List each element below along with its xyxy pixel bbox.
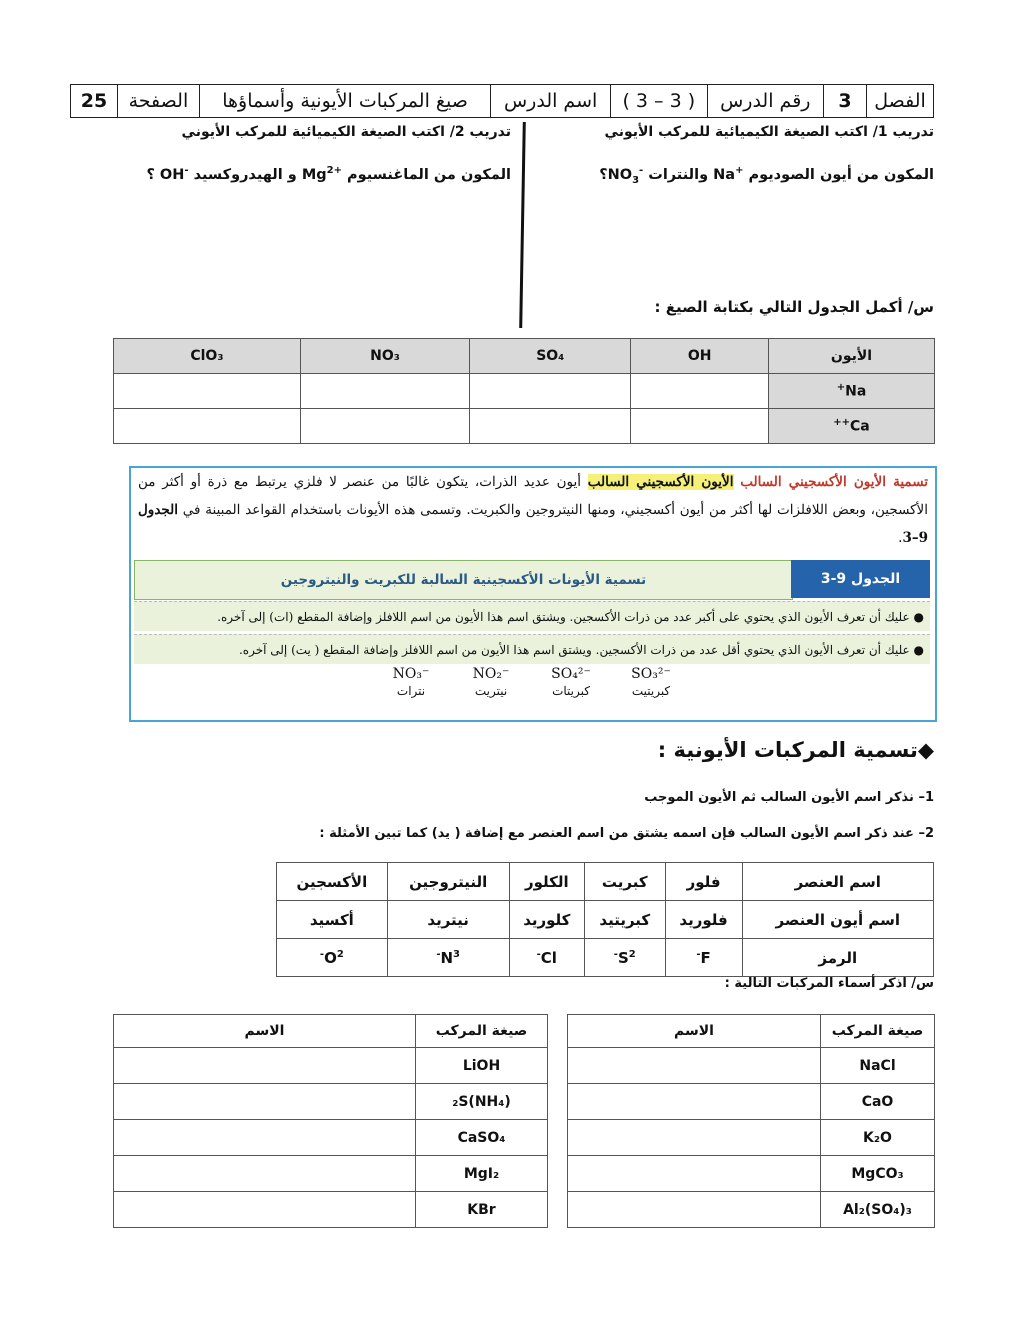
info-highlight: الأيون الأكسجيني السالب	[587, 474, 734, 490]
formula-table-question: س/ أكمل الجدول التالي بكتابة الصيغ :	[654, 298, 934, 316]
table-title: تسمية الأيونات الأكسجينية السالبة للكبريت والنيتروجين	[134, 560, 793, 600]
answer-cell[interactable]	[300, 374, 469, 409]
answer-cell[interactable]	[568, 1048, 821, 1084]
info-title: تسمية الأيون الأكسجيني السالب	[740, 474, 929, 490]
ion-no3-sub: 3	[632, 174, 640, 186]
naming-rule-2: 2– عند ذكر اسم الأيون السالب فإن اسمه يشتق من اسم العنصر مع إضافة ( يد) كما تبين الأمثلة :	[319, 826, 934, 841]
vertical-divider	[519, 122, 526, 328]
compound-formula: MgCO₃	[821, 1156, 935, 1192]
compound-formula: LiOH	[416, 1048, 548, 1084]
drill1-mid: والنترات	[643, 166, 714, 183]
example: SO₃²⁻ كبريتيت	[631, 666, 671, 698]
cell: $O^{2-}$	[277, 939, 388, 977]
row-label: اسم العنصر	[742, 863, 933, 901]
ion-no3-charge: -	[639, 165, 644, 176]
drill1-end: ؟	[599, 166, 608, 183]
drill2-mid: و الهيدروكسيد	[188, 166, 302, 183]
answer-cell[interactable]	[114, 1156, 416, 1192]
drill2-end: ؟	[146, 166, 160, 183]
cell: Cl-	[509, 939, 584, 977]
cell: F-	[665, 939, 742, 977]
compound-formula: (NH₄)₂S	[416, 1084, 548, 1120]
drill1-question	[599, 165, 934, 186]
formula-header: صيغة المركب	[821, 1015, 935, 1048]
compounds-question: س/ اذكر أسماء المركبات التالية :	[724, 976, 934, 991]
answer-cell[interactable]	[568, 1120, 821, 1156]
cell: الكلور	[509, 863, 584, 901]
answer-cell[interactable]	[568, 1084, 821, 1120]
ion-na-charge: +	[735, 165, 744, 176]
answer-cell[interactable]	[631, 374, 769, 409]
cell: النيتروجين	[387, 863, 509, 901]
answer-cell[interactable]	[470, 374, 631, 409]
answer-cell[interactable]	[114, 409, 301, 444]
table-label: الجدول 9-3	[791, 560, 930, 598]
answer-cell[interactable]	[568, 1156, 821, 1192]
cell: كبريتيد	[584, 901, 665, 939]
page-label: الصفحة	[118, 85, 200, 118]
ion-na: Na	[713, 166, 736, 183]
page-number: 25	[71, 85, 118, 118]
drill2-start: المكون من الماغنسيوم	[341, 166, 511, 183]
answer-cell[interactable]	[114, 1084, 416, 1120]
formula-table	[113, 338, 935, 444]
col-header: OH	[631, 339, 769, 374]
formula-table-corner: الأيون	[769, 339, 935, 374]
info-box-text: تسمية الأيون الأكسجيني السالب الأيون الأكسجيني السالب أيون عديد الذرات، يتكون غالبًا من عنصر لا فلزي يرتبط مع ذرة أو أكثر من الأكسجين، وبعض اللافلزات لها أكثر من أيون أكسجيني، ومنها النيتروجين والكبريت. وتسمى هذه الأيونات باستخدام القواعد المبينة في الجدول 9–3.	[138, 474, 929, 546]
name-header: الاسم	[568, 1015, 821, 1048]
lesson-name-label: اسم الدرس	[491, 85, 611, 118]
cell: كلوريد	[509, 901, 584, 939]
drill2-title: تدريب 2/ اكتب الصيغة الكيميائية للمركب الأيوني	[181, 124, 511, 140]
col-header: ClO₃	[114, 339, 301, 374]
cell: $S^{2-}$	[584, 939, 665, 977]
compound-formula: MgI₂	[416, 1156, 548, 1192]
example: NO₂⁻ نيتريت	[472, 666, 510, 698]
col-header: SO₄	[470, 339, 631, 374]
element-ion-table	[276, 862, 934, 977]
cell: نيتريد	[387, 901, 509, 939]
rule-1: ● عليك أن تعرف الأيون الذي يحتوي على أكبر عدد من ذرات الأكسجين. ويشتق اسم هذا الأيون من اسم اللافلز وإضافة المقطع (ات) إلى آخره.	[134, 601, 930, 631]
row-ion: Na+	[769, 374, 935, 409]
lesson-name: صيغ المركبات الأيونية وأسماؤها	[199, 85, 490, 118]
compounds-table-right	[567, 1014, 935, 1228]
answer-cell[interactable]	[300, 409, 469, 444]
ion-mg: Mg	[301, 166, 327, 183]
drill1-start: المكون من أيون الصوديوم	[743, 166, 934, 183]
name-header: الاسم	[114, 1015, 416, 1048]
naming-heading: ◆تسمية المركبات الأيونية :	[657, 738, 934, 762]
answer-cell[interactable]	[114, 1048, 416, 1084]
info-table-ref: الجدول 9–3	[138, 502, 928, 546]
drill1-title: تدريب 1/ اكتب الصيغة الكيميائية للمركب الأيوني	[604, 124, 934, 140]
cell: الأكسجين	[277, 863, 388, 901]
answer-cell[interactable]	[631, 409, 769, 444]
ion-oh: OH	[159, 166, 185, 183]
drill2-question	[146, 165, 511, 183]
cell: أكسيد	[277, 901, 388, 939]
ion-oh-charge: -	[184, 165, 189, 176]
cell: $N^{3-}$	[387, 939, 509, 977]
lesson-number-label: رقم الدرس	[707, 85, 823, 118]
rule-2: ● عليك أن تعرف الأيون الذي يحتوي أقل عدد من ذرات الأكسجين. ويشتق اسم هذا الأيون من اسم اللافلز وإضافة المقطع ( يت) إلى آخره.	[134, 634, 930, 664]
info-body: أيون عديد الذرات، يتكون غالبًا من عنصر لا فلزي يرتبط مع ذرة أو أكثر من الأكسجين، وبعض اللافلزات لها أكثر من أيون أكسجيني، ومنها النيتروجين والكبريت. وتسمى هذه الأيونات باستخدام القواعد المبينة في	[138, 474, 928, 518]
col-header: NO₃	[300, 339, 469, 374]
example: NO₃⁻ نترات	[392, 666, 430, 698]
row-label: اسم أيون العنصر	[742, 901, 933, 939]
naming-rule-1: 1– نذكر اسم الأيون السالب ثم الأيون الموجب	[644, 790, 934, 805]
ion-no3: NO	[607, 166, 633, 183]
compound-formula: Al₂(SO₄)₃	[821, 1192, 935, 1228]
chapter-number: 3	[824, 85, 867, 118]
compound-formula: NaCl	[821, 1048, 935, 1084]
lesson-header	[70, 84, 934, 118]
cell: فلور	[665, 863, 742, 901]
answer-cell[interactable]	[114, 374, 301, 409]
answer-cell[interactable]	[114, 1120, 416, 1156]
answer-cell[interactable]	[470, 409, 631, 444]
lesson-number: ( 3 – 3 )	[611, 85, 708, 118]
compounds-table-left	[113, 1014, 548, 1228]
compound-formula: CaSO₄	[416, 1120, 548, 1156]
row-ion: Ca++	[769, 409, 935, 444]
row-label: الرمز	[742, 939, 933, 977]
compound-formula: KBr	[416, 1192, 548, 1228]
formula-header: صيغة المركب	[416, 1015, 548, 1048]
answer-cell[interactable]	[568, 1192, 821, 1228]
compound-formula: CaO	[821, 1084, 935, 1120]
answer-cell[interactable]	[114, 1192, 416, 1228]
chapter-label: الفصل	[867, 85, 934, 118]
cell: فلوريد	[665, 901, 742, 939]
ion-mg-charge: 2+	[326, 165, 342, 176]
compound-formula: K₂O	[821, 1120, 935, 1156]
ion-examples	[134, 666, 930, 716]
cell: كبريت	[584, 863, 665, 901]
example: SO₄²⁻ كبريتات	[551, 666, 591, 698]
